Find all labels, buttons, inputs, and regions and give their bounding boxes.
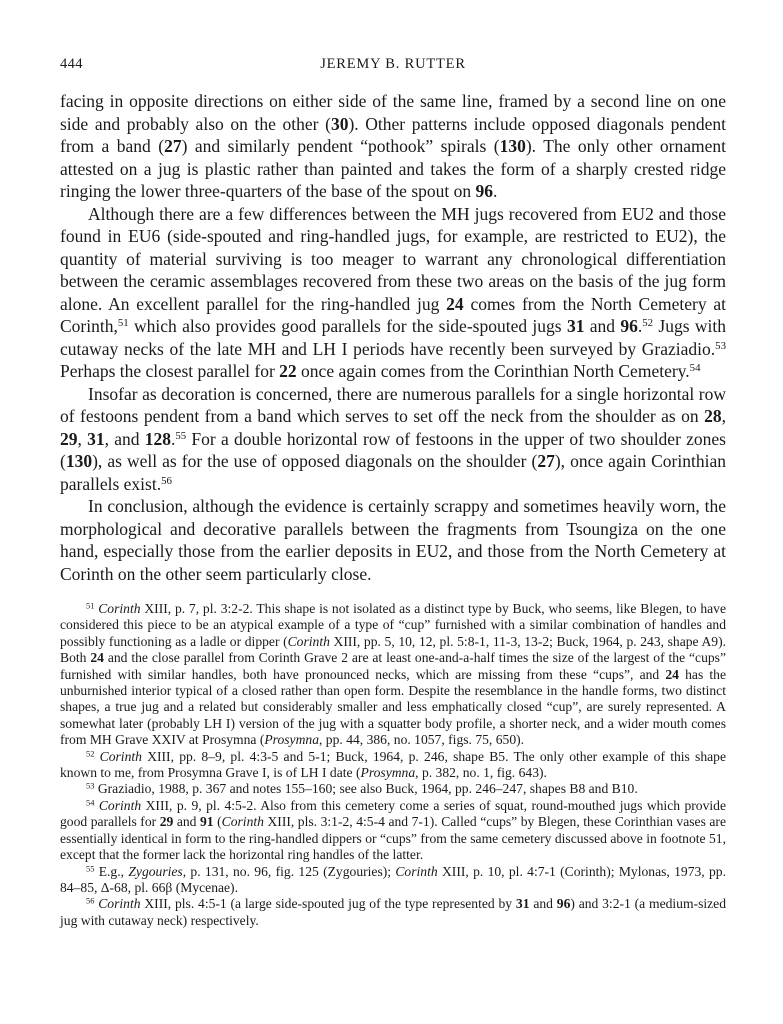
footnote-ref: 52 [642,317,654,330]
text-run: and [584,316,621,336]
catalog-number: 96 [620,316,638,336]
text-run: ), once again Corinthian parallels exist. [60,451,726,494]
catalog-number: 96 [556,896,571,912]
catalog-number: 24 [446,293,464,314]
text-run: which also provides good parallels for the side-spouted jugs [128,316,567,336]
text-run: , [77,428,88,449]
text-run: Jugs with cutaway necks of the late MH and LH I periods have recently been surveyed by Graziadio. [60,316,726,359]
catalog-number: 28 [704,406,722,426]
footnote-number: 56 [86,895,95,906]
catalog-number: 27 [537,451,555,471]
text-run: . [493,181,498,201]
body-paragraph [60,383,726,496]
text-run: In conclusion, although the evidence is certainly scrappy and sometimes heavily worn, the morphological and decorative parallels between the fragments from Tsoungiza on the one hand, especially those from the earlier deposits in EU2, and those from the North Cemetery at Corinth on the other seem particularly close. [60,496,726,584]
italic-title: Corinth [98,601,141,616]
italic-title: Corinth [221,814,264,830]
catalog-number: 24 [90,650,104,666]
text-run: ) and similarly pendent “pothook” spirals ( [181,136,500,156]
text-run: , and [104,428,145,449]
text-run: and [529,896,557,912]
italic-title: Zygouries [128,863,183,879]
footnote [60,601,726,749]
text-run: ). The only other ornament attested on a jug is plastic rather than painted and takes the form of a sharply crested ridge ringing the lower three-quarters of the base of the spout on [60,136,726,201]
catalog-number: 130 [499,136,526,156]
page [60,56,726,929]
text-run: ( [213,814,222,830]
text-run: , pp. 44, 386, no. 1057, figs. 75, 650). [319,732,525,748]
footnote-ref: 56 [161,474,172,487]
italic-title: Corinth [98,896,141,912]
text-run: E.g., [98,863,129,879]
italic-title: Corinth [287,633,330,649]
catalog-number: 29 [60,428,78,449]
text-run: , [721,406,726,426]
text-run: XIII, p. 9, pl. 4:5-2. Also from this cemetery come a series of squat, round-mouthed jugs which provide good parallels for [60,797,726,830]
footnote-ref: 53 [715,339,726,352]
text-run: . [170,428,176,449]
text-run: , p. 382, no. 1, fig. 643). [415,765,547,781]
text-run: XIII, p. 10, pl. 4:7-1 (Corinth); Mylonas, 1973, pp. 84–85, Δ-68, pl. 66β (Mycenae). [60,863,726,895]
text-run: Perhaps the closest parallel for [60,361,280,381]
text-run: comes from the North Cemetery at Corinth, [60,293,726,336]
catalog-number: 24 [665,666,679,682]
footnotes [60,601,726,929]
catalog-number: 22 [279,361,297,381]
catalog-number: 91 [199,814,214,830]
italic-title: Prosymna [360,765,416,781]
page-number: 444 [60,56,83,72]
catalog-number: 31 [87,428,105,449]
catalog-number: 31 [515,896,530,912]
text-run: ), as well as for the use of opposed diagonals on the shoulder ( [92,451,538,471]
text-run: Insofar as decoration is concerned, there are numerous parallels for a single horizontal row of festoons pendent from a band which serves to set off the neck from the shoulder as on [60,383,726,426]
text-run: Although there are a few differences between the MH jugs recovered from EU2 and those found in EU6 (side-spouted and ring-handled jugs, for example, are restricted to EU2), the quantity of material surviving is too meager to warrant any chronological differentiation between the ceramic assemblages recovered from these two areas on the basis of the jug form alone. An excellent parallel for the ring-handled jug [60,203,726,314]
body-paragraph [60,203,726,383]
text-run: XIII, p. 7, pl. 3:2-2. This shape is not isolated as a distinct type by Buck, who seems, like Blegen, to have considered this piece to be an atypical example of a type of “cup” furnished with a similar combination of handles and possibly functioning as a ladle or dipper ( [60,601,726,649]
text-run: Graziadio, 1988, p. 367 and notes 155–160; see also Buck, 1964, pp. 246–247, shapes B8 and B10. [97,781,638,797]
text-run: XIII, pls. 4:5-1 (a large side-spouted jug of the type represented by [140,896,516,912]
footnote [60,798,726,864]
footnote-number: 53 [86,780,95,791]
text-run: , p. 131, no. 96, fig. 125 (Zygouries); [182,863,396,879]
catalog-number: 29 [159,814,174,830]
body-paragraph [60,495,726,585]
footnote [60,864,726,897]
italic-title: Prosymna [264,732,319,748]
footnote [60,749,726,782]
footnote-number: 55 [86,862,95,873]
catalog-number: 31 [566,316,585,336]
catalog-number: 130 [65,451,93,471]
catalog-number: 27 [164,136,182,156]
footnote-number: 51 [86,600,95,611]
catalog-number: 96 [475,181,493,201]
body-text [60,90,726,585]
text-run: ). Other patterns include opposed diagonals pendent from a band ( [60,113,726,156]
text-run: For a double horizontal row of festoons in the upper of two shoulder zones ( [60,428,726,471]
footnote-number: 52 [86,748,95,759]
text-run: XIII, pp. 8–9, pl. 4:3-5 and 5-1; Buck, 1964, p. 246, shape B5. The only other example of this shape known to me, from Prosymna Grave I, is of LH I date ( [60,748,727,781]
text-run: has the unburnished interior typical of a closed rather than open form. Despite the resemblance in the handle forms, two distinct shapes, a true jug and a related but considerably smaller and less emphatically closed “cup”, are surely represented. A somewhat later (probably LH I) version of the jug with a squatter body profile, a shorter neck, and a wider mouth comes from MH Grave XXIV at Prosymna ( [60,666,726,748]
italic-title: Corinth [99,748,142,764]
footnote-ref: 54 [689,362,701,375]
footnote-ref: 51 [117,317,129,330]
footnote-ref: 55 [175,429,187,442]
text-run: ) and 3:2-1 (a medium-sized jug with cutaway neck) respectively. [60,896,726,928]
text-run: facing in opposite directions on either side of the same line, framed by a second line on one side and probably also on the other ( [60,91,726,134]
footnote [60,896,726,929]
catalog-number: 30 [330,113,349,134]
body-paragraph [60,90,726,203]
text-run: . [637,316,643,336]
footnote-number: 54 [86,797,95,808]
text-run: once again comes from the Corinthian North Cemetery. [296,361,690,381]
italic-title: Corinth [98,797,142,813]
text-run: XIII, pp. 5, 10, 12, pl. 5:8-1, 11-3, 13-2; Buck, 1964, p. 243, shape A9). Both [60,633,726,666]
text-run: and [173,814,200,830]
italic-title: Corinth [395,863,438,879]
footnote [60,781,726,797]
running-head [60,56,726,78]
author-running-head: JEREMY B. RUTTER [320,56,466,72]
text-run: and the close parallel from Corinth Grave 2 are at least one-and-a-half times the size of the largest of the “cups” furnished with similar handles, both have pronounced necks, which are missing from these “cups”, and [60,650,726,682]
catalog-number: 128 [144,428,171,449]
text-run: XIII, pls. 3:1-2, 4:5-4 and 7-1). Called “cups” by Blegen, these Corinthian vases are essentially identical in form to the ring-handled dippers or “cups” from the same cemetery discussed above in footnote 51, except that the former lack the horizontal ring handles of the latter. [60,814,726,863]
